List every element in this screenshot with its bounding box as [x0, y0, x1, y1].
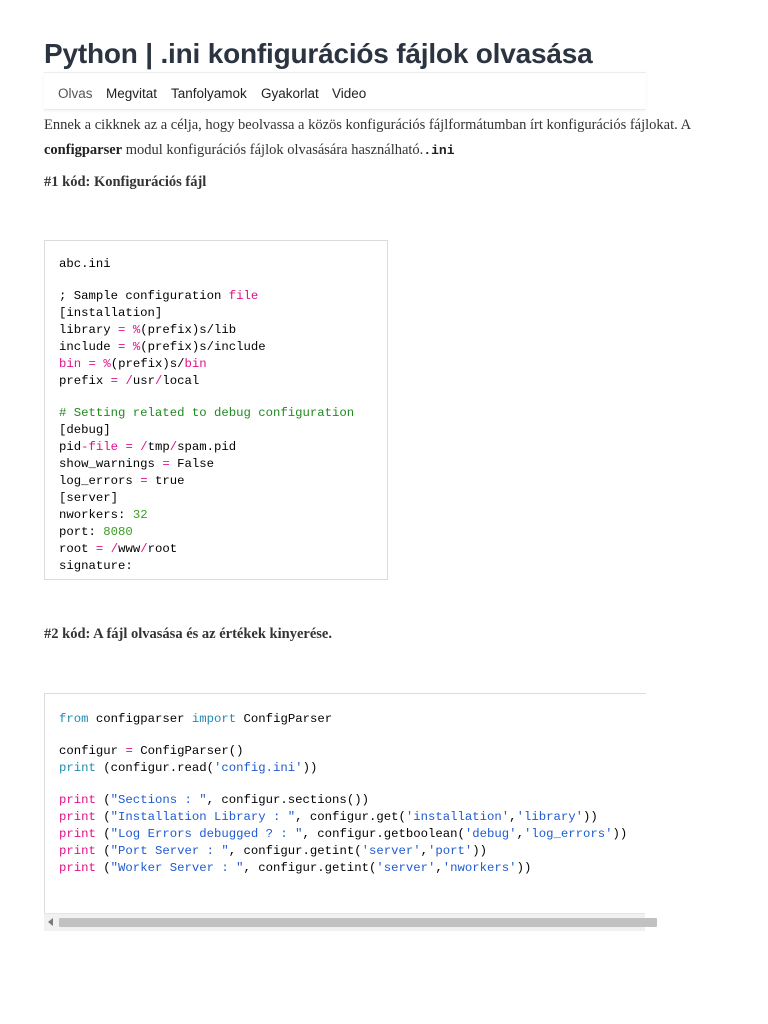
code-line: prefix = /usr/local [59, 374, 200, 388]
code-line: print ("Worker Server : ", configur.getint('server','nworkers')) [59, 861, 532, 875]
code-line: # Setting related to debug configuration [59, 406, 355, 420]
python-code-block [44, 693, 646, 916]
code-line: print ("Sections : ", configur.sections()) [59, 793, 369, 807]
intro-text-2: modul konfigurációs fájlok olvasására használható. [125, 142, 424, 158]
ini-code-block [44, 240, 388, 580]
code-line: include = %(prefix)s/include [59, 340, 266, 354]
code-line [59, 273, 387, 288]
code-line: show_warnings = False [59, 457, 215, 471]
code-line: configur = ConfigParser() [59, 744, 244, 758]
code-line: print ("Log Errors debugged ? : ", configur.getboolean('debug','log_errors')) [59, 827, 628, 841]
code-line: [server] [59, 491, 119, 505]
code-line: library = %(prefix)s/lib [59, 323, 237, 337]
code-line: print (configur.read('config.ini')) [59, 761, 318, 775]
tab-gyakorlat[interactable]: Gyakorlat [261, 86, 319, 101]
code-line: signature: [59, 559, 133, 573]
code-line: [installation] [59, 306, 163, 320]
code-line: from configparser import ConfigParser [59, 712, 333, 726]
intro-paragraph [44, 113, 704, 163]
code-line [59, 728, 646, 743]
code-line: root = /www/root [59, 542, 178, 556]
tab-tanfolyamok[interactable]: Tanfolyamok [171, 86, 247, 101]
code-line: pid-file = /tmp/spam.pid [59, 440, 237, 454]
intro-ini-code: .ini [423, 143, 455, 158]
intro-text-1: Ennek a cikknek az a célja, hogy beolvassa a közös konfigurációs fájlformátumban írt konfigurációs fájlokat. A [44, 117, 691, 133]
code1-heading: #1 kód: Konfigurációs fájl [44, 174, 207, 190]
code-line: abc.ini [59, 257, 111, 271]
code-line: ; Sample configuration file [59, 289, 259, 303]
code-line: log_errors = true [59, 474, 185, 488]
page-title: Python | .ini konfigurációs fájlok olvasása [44, 38, 593, 69]
code-line: print ("Port Server : ", configur.getint('server','port')) [59, 844, 488, 858]
code-line [59, 777, 646, 792]
code-line: port: 8080 [59, 525, 133, 539]
code-line: bin = %(prefix)s/bin [59, 357, 207, 371]
scroll-left-arrow-icon[interactable] [48, 918, 53, 926]
code-line: print ("Installation Library : ", configur.get('installation','library')) [59, 810, 598, 824]
intro-module-name: configparser [44, 142, 123, 158]
scrollbar-thumb[interactable] [59, 918, 657, 927]
article-tab-bar [44, 72, 646, 110]
code-horizontal-scrollbar[interactable] [44, 913, 645, 931]
tab-video[interactable]: Video [332, 86, 367, 101]
code-line: nworkers: 32 [59, 508, 148, 522]
code-line: [debug] [59, 423, 111, 437]
code2-heading: #2 kód: A fájl olvasása és az értékek kinyerése. [44, 626, 332, 642]
tab-olvas[interactable]: Olvas [58, 86, 93, 101]
code-line [59, 390, 387, 405]
tab-megvitat[interactable]: Megvitat [106, 86, 158, 101]
